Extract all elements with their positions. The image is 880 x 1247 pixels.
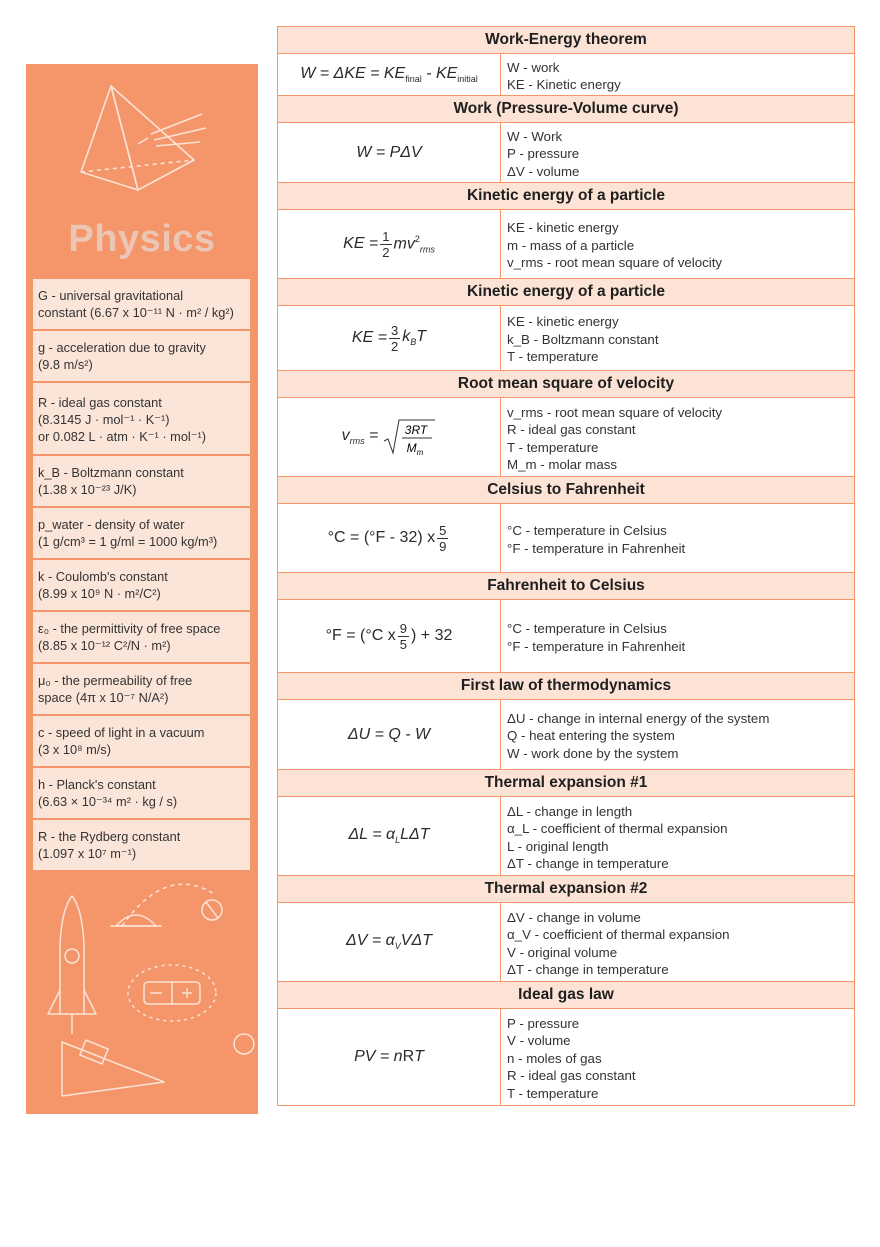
section-body bbox=[278, 504, 854, 573]
physics-doodles-illustration bbox=[26, 864, 258, 1114]
constant-gravity-acceleration: g - acceleration due to gravity (9.8 m/s²) bbox=[33, 331, 250, 381]
formula: °C = (°F - 32) x $\frac{5}{9}$ bbox=[278, 504, 501, 572]
formula: $W = \Delta KE = KE_{final} - KE_{initial}$ bbox=[278, 54, 501, 95]
section-title: Thermal expansion #2 bbox=[278, 876, 854, 903]
formula: $\Delta L = \alpha_LL\Delta T$ bbox=[278, 797, 501, 875]
constants-list bbox=[33, 279, 250, 872]
definitions: v_rms - root mean square of velocity R - ideal gas constant T - temperature M_m - molar mass bbox=[507, 404, 723, 472]
section-title: Kinetic energy of a particle bbox=[278, 279, 854, 306]
section-body bbox=[278, 210, 854, 279]
section-body bbox=[278, 1009, 854, 1105]
section-title: Ideal gas law bbox=[278, 982, 854, 1009]
definitions: ΔL - change in length α_L - coefficient of thermal expansion L - original length ΔT - change in temperature bbox=[507, 803, 728, 871]
formula: °F = (°C x $\frac{9}{5}$ ) + 32 bbox=[278, 600, 501, 672]
definitions: °C - temperature in Celsius °F - temperature in Fahrenheit bbox=[507, 621, 686, 654]
section-title: Thermal expansion #1 bbox=[278, 770, 854, 797]
formula: W = PΔV bbox=[278, 123, 501, 182]
constants-sidebar bbox=[26, 64, 258, 1114]
constant-coulomb: k - Coulomb's constant (8.99 x 10⁹ N · m²/C²) bbox=[33, 560, 250, 610]
formula: $v_{rms}$ = 3RT $M_m$ bbox=[278, 398, 501, 476]
section-body bbox=[278, 398, 854, 477]
section-title: Root mean square of velocity bbox=[278, 371, 854, 398]
constant-water-density: p_water - density of water (1 g/cm³ = 1 g/ml = 1000 kg/m³) bbox=[33, 508, 250, 558]
formula: KE = $\frac{3}{2}$ $k_BT$ bbox=[278, 306, 501, 370]
svg-text:Mm: $M_m$ bbox=[407, 441, 424, 457]
constant-speed-of-light: c - speed of light in a vacuum (3 x 10⁸ m/s) bbox=[33, 716, 250, 766]
square-root-icon bbox=[382, 417, 436, 457]
section-title: Fahrenheit to Celsius bbox=[278, 573, 854, 600]
svg-text:3RT: 3RT bbox=[405, 423, 428, 437]
constant-ideal-gas: R - ideal gas constant (8.3145 J · mol⁻¹ · K⁻¹) or 0.082 L · atm · K⁻¹ · mol⁻¹) bbox=[33, 383, 250, 454]
section-body bbox=[278, 123, 854, 183]
section-title: Celsius to Fahrenheit bbox=[278, 477, 854, 504]
section-title: First law of thermodynamics bbox=[278, 673, 854, 700]
section-body bbox=[278, 700, 854, 770]
constant-gravitational: G - universal gravitational constant (6.67 x 10⁻¹¹ N · m² / kg²) bbox=[33, 279, 250, 329]
formula: PV = nRT bbox=[278, 1009, 501, 1105]
definitions: KE - kinetic energy k_B - Boltzmann constant T - temperature bbox=[507, 314, 659, 365]
pyramid-illustration bbox=[26, 64, 258, 224]
section-title: Work (Pressure-Volume curve) bbox=[278, 96, 854, 123]
definitions: KE - kinetic energy m - mass of a particle v_rms - root mean square of velocity bbox=[507, 220, 723, 271]
section-body bbox=[278, 903, 854, 982]
section-body bbox=[278, 306, 854, 371]
definitions: °C - temperature in Celsius °F - temperature in Fahrenheit bbox=[507, 523, 686, 556]
constant-boltzmann: k_B - Boltzmann constant (1.38 x 10⁻²³ J/K) bbox=[33, 456, 250, 506]
constant-planck: h - Planck's constant (6.63 × 10⁻³⁴ m² · kg / s) bbox=[33, 768, 250, 818]
formula-table bbox=[277, 26, 855, 1106]
formula: ΔU = Q - W bbox=[278, 700, 501, 769]
definitions: P - pressure V - volume n - moles of gas R - ideal gas constant T - temperature bbox=[507, 1015, 636, 1101]
section-body bbox=[278, 600, 854, 673]
constant-permeability: μ₀ - the permeability of free space (4π x 10⁻⁷ N/A²) bbox=[33, 664, 250, 714]
formula: KE = $\frac{1}{2}$ $mv^2_{rms}$ bbox=[278, 210, 501, 278]
section-title: Kinetic energy of a particle bbox=[278, 183, 854, 210]
sidebar-title: Physics bbox=[68, 218, 216, 260]
section-body bbox=[278, 54, 854, 96]
definitions: W - Work P - pressure ΔV - volume bbox=[507, 128, 580, 179]
definitions: ΔU - change in internal energy of the system Q - heat entering the system W - work done by the system bbox=[507, 710, 770, 761]
constant-permittivity: ε₀ - the permittivity of free space (8.85 x 10⁻¹² C²/N · m²) bbox=[33, 612, 250, 662]
definitions: ΔV - change in volume α_V - coefficient of thermal expansion V - original volume ΔT - change in temperature bbox=[507, 909, 730, 977]
section-title: Work-Energy theorem bbox=[278, 27, 854, 54]
formula: $\Delta V = \alpha_VV\Delta T$ bbox=[278, 903, 501, 981]
constant-rydberg: R - the Rydberg constant (1.097 x 10⁷ m⁻¹) bbox=[33, 820, 250, 870]
definitions: W - work KE - Kinetic energy bbox=[507, 59, 621, 92]
section-body bbox=[278, 797, 854, 876]
